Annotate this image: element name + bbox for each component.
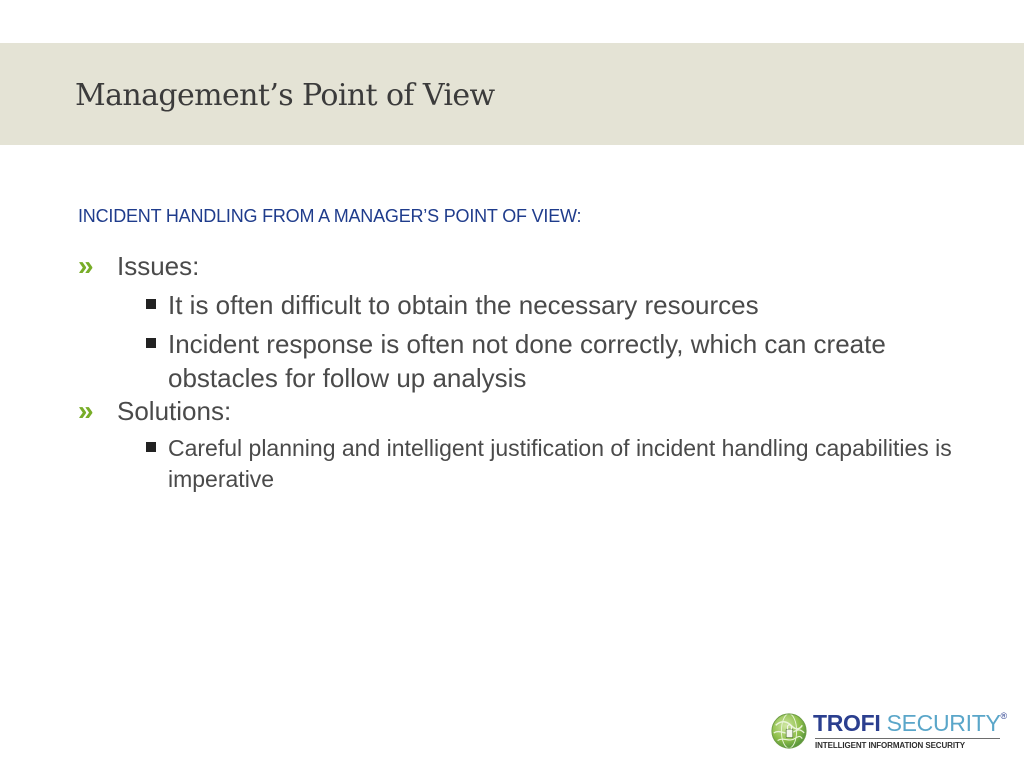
- bullet-list: [78, 250, 978, 495]
- chevron-bullet-icon: »: [78, 395, 94, 426]
- sub-bullet-planning: [117, 433, 978, 495]
- sub-bullet-text: Incident response is often not done correctly, which can create obstacles for follow up analysis: [168, 329, 886, 393]
- sub-bullet-incident-response: [117, 327, 978, 395]
- bullet-solutions: [78, 395, 978, 428]
- logo-divider: [815, 738, 1000, 739]
- sub-bullet-text: Careful planning and intelligent justification of incident handling capabilities is imperative: [168, 435, 952, 492]
- trofi-security-logo: [770, 710, 1020, 754]
- square-bullet-icon: [146, 338, 156, 348]
- slide-subtitle: INCIDENT HANDLING FROM A MANAGER’S POINT OF VIEW:: [78, 206, 582, 226]
- logo-brand-light: SECURITY: [886, 710, 1001, 736]
- chevron-bullet-icon: »: [78, 250, 94, 281]
- logo-tagline: INTELLIGENT INFORMATION SECURITY: [815, 741, 965, 750]
- bullet-label-issues: Issues:: [117, 251, 200, 281]
- logo-brand-strong: TROFI: [813, 710, 881, 736]
- sub-bullet-text: It is often difficult to obtain the necessary resources: [168, 290, 759, 320]
- bullet-issues: [78, 250, 978, 283]
- registered-mark: ®: [1000, 711, 1007, 721]
- square-bullet-icon: [146, 442, 156, 452]
- sub-bullet-resources: [117, 288, 978, 322]
- logo-wordmark: [813, 710, 1007, 736]
- bullet-label-solutions: Solutions:: [117, 396, 232, 426]
- square-bullet-icon: [146, 299, 156, 309]
- slide-title: Management’s Point of View: [75, 78, 495, 113]
- globe-icon: [770, 712, 808, 750]
